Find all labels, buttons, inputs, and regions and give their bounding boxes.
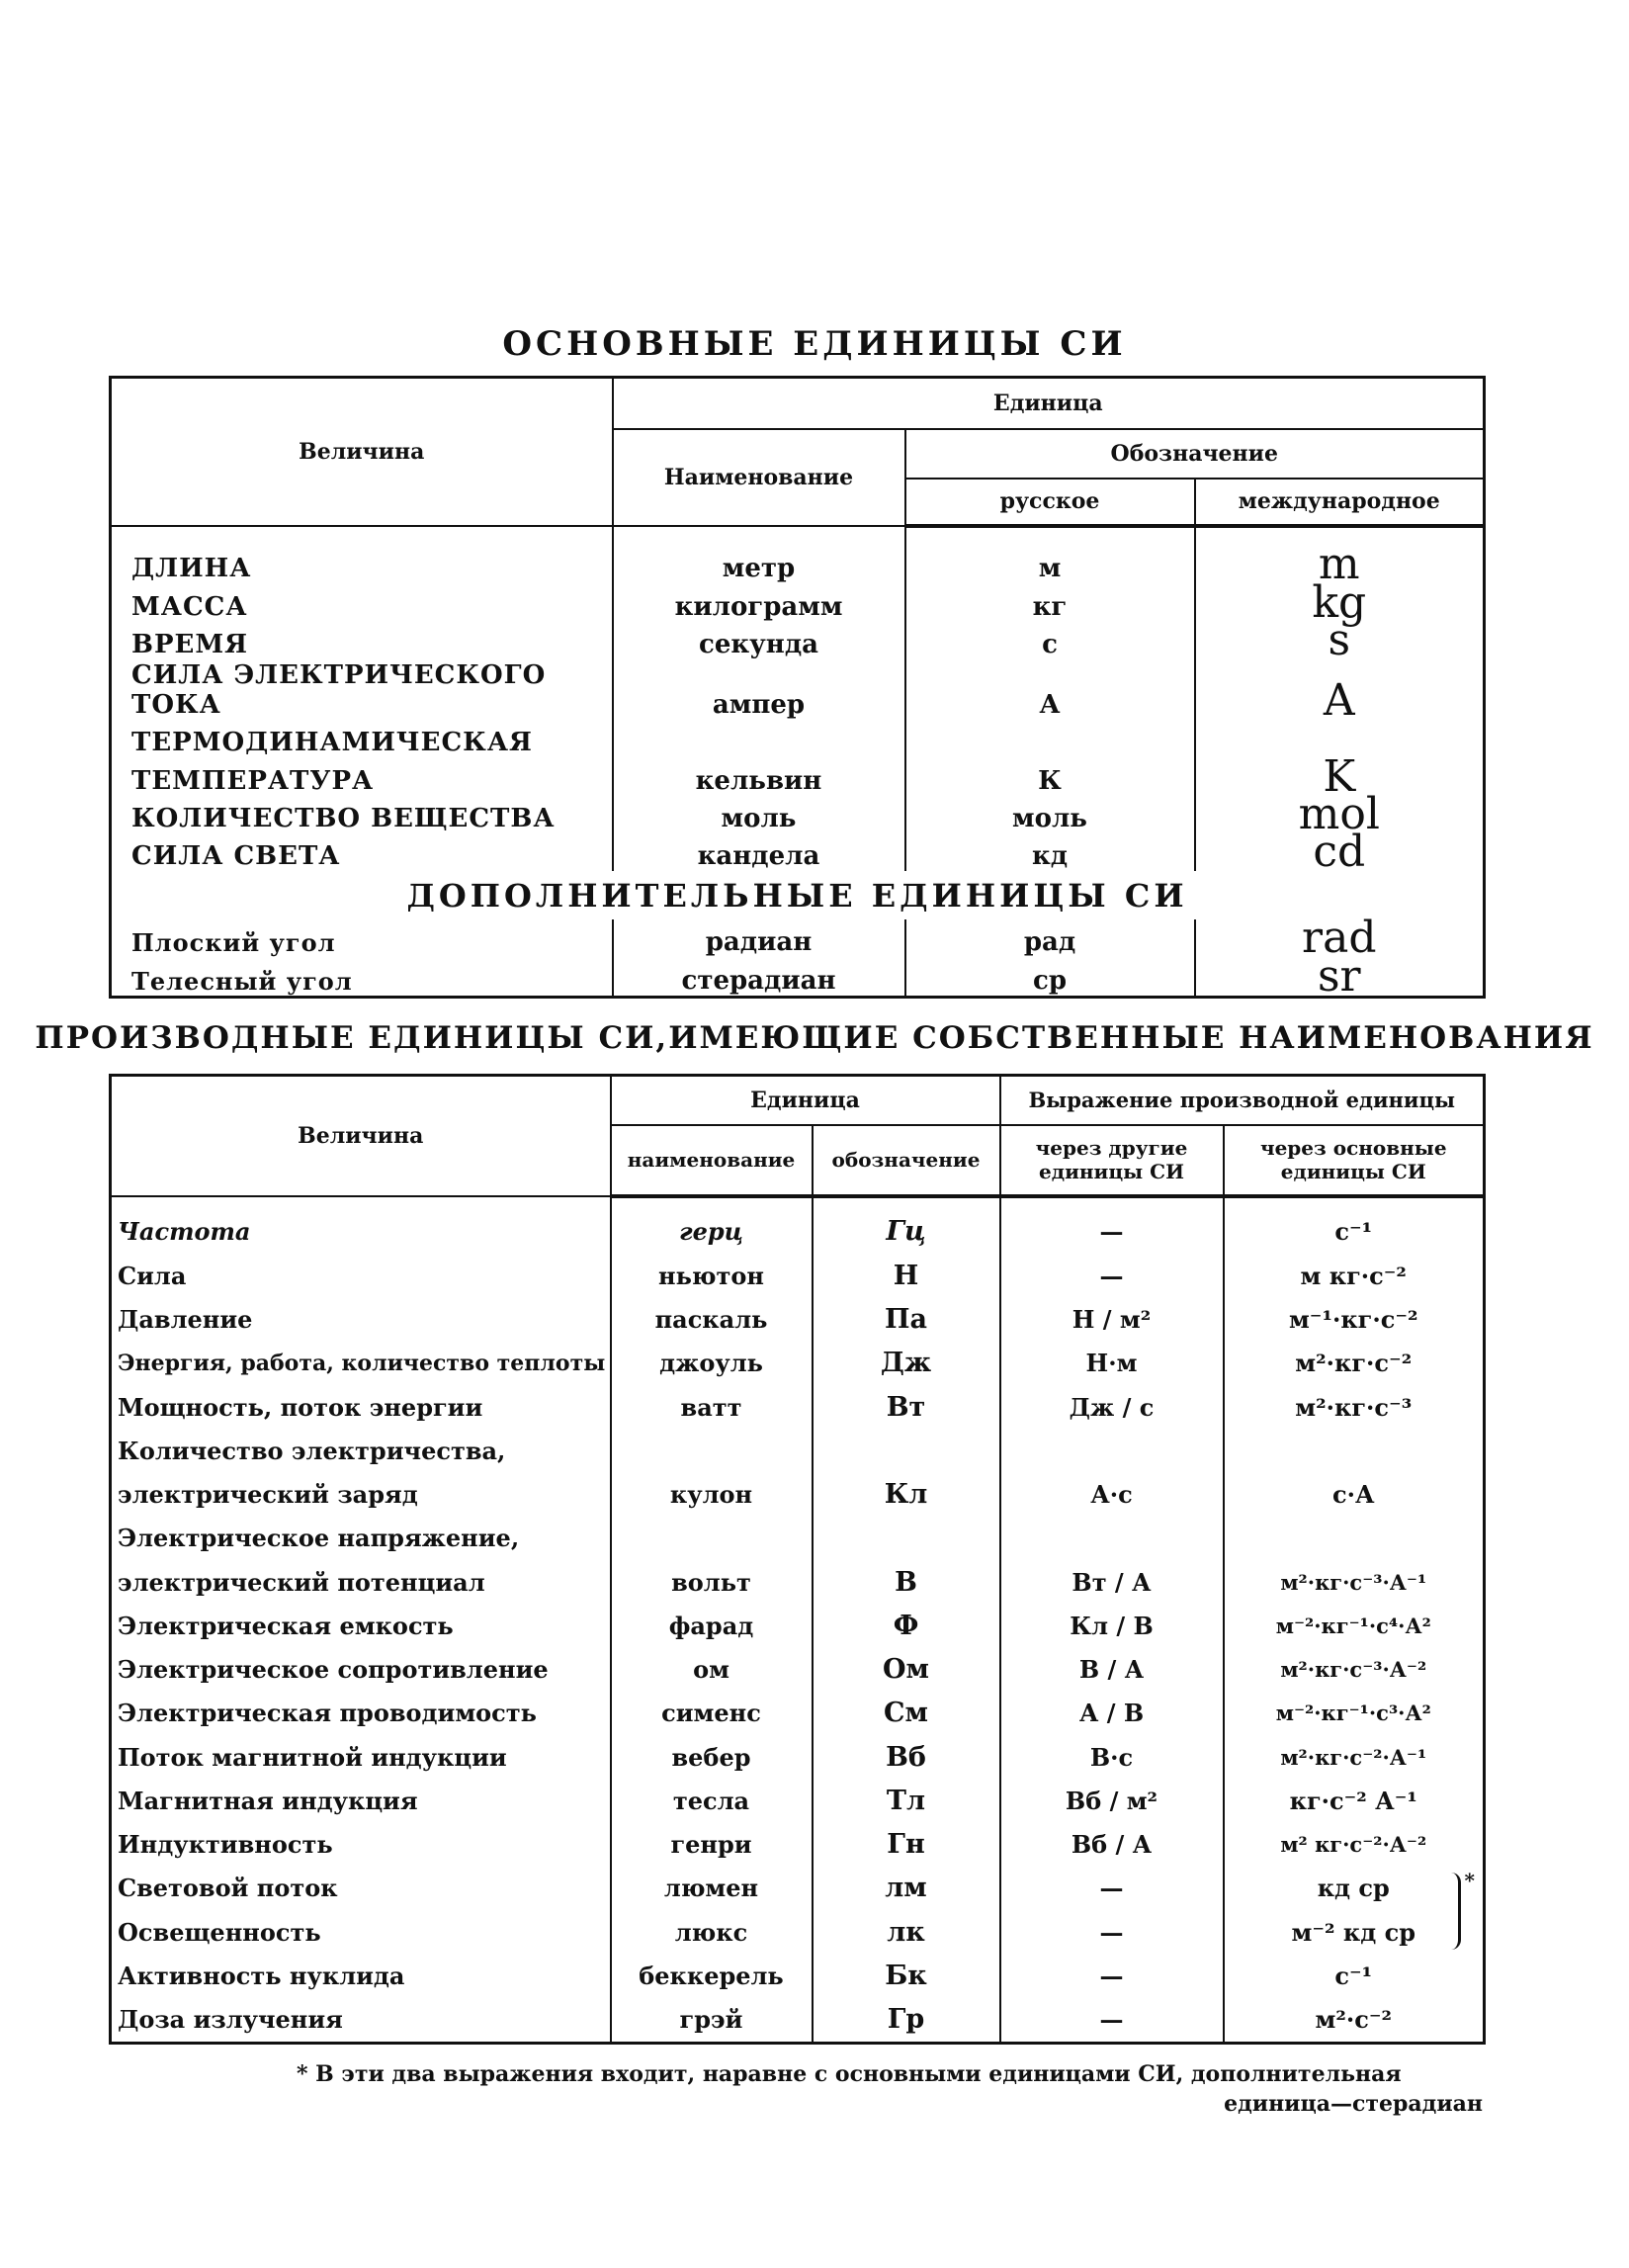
base-units-title: ОСНОВНЫЕ ЕДИНИЦЫ СИ <box>502 324 1127 364</box>
via-other-cell: — <box>1000 1196 1224 1255</box>
via-base-cell: м²·кг·с⁻² <box>1224 1342 1485 1385</box>
table-row <box>111 757 1485 795</box>
unit-symbol-cell: В <box>813 1560 1000 1604</box>
via-other-cell: Н / м² <box>1000 1297 1224 1341</box>
quantity-cell: ДЛИНА <box>111 526 613 584</box>
quantity-cell: Доза излучения <box>111 1997 611 2043</box>
unit-name-cell: герц <box>611 1196 813 1255</box>
ru-symbol-cell: К <box>905 757 1195 795</box>
via-base-cell <box>1224 1429 1485 1472</box>
header-name: наименование <box>611 1125 813 1196</box>
table-row <box>111 659 1485 720</box>
unit-name-cell: кулон <box>611 1472 813 1516</box>
table-row <box>111 1779 1485 1822</box>
via-base-cell: с⁻¹ <box>1224 1954 1485 1997</box>
header-quantity: Величина <box>111 1076 611 1196</box>
quantity-cell: Поток магнитной индукции <box>111 1735 611 1779</box>
ru-symbol-cell: моль <box>905 796 1195 833</box>
unit-symbol-cell: Н <box>813 1254 1000 1297</box>
unit-symbol-cell: лк <box>813 1910 1000 1954</box>
via-base-cell: с⁻¹ <box>1224 1196 1485 1255</box>
header-russian: русское <box>905 479 1195 526</box>
footnote-line-2: единица—стерадиан <box>1224 2091 1483 2117</box>
quantity-cell: ТЕРМОДИНАМИЧЕСКАЯ <box>111 720 613 757</box>
unit-name-cell: ньютон <box>611 1254 813 1297</box>
via-base-cell: м²·с⁻² <box>1224 1997 1485 2043</box>
via-base-cell: м кг·с⁻² <box>1224 1254 1485 1297</box>
header-name: Наименование <box>613 429 905 526</box>
ru-symbol-cell: кд <box>905 833 1195 871</box>
quantity-cell: Энергия, работа, количество теплоты <box>111 1342 611 1385</box>
unit-name-cell: вольт <box>611 1560 813 1604</box>
quantity-cell: Электрическая проводимость <box>111 1692 611 1735</box>
quantity-cell: Электрическое напряжение, <box>111 1517 611 1560</box>
unit-symbol-cell: Гр <box>813 1997 1000 2043</box>
derived-units-table <box>109 1074 1486 2045</box>
footnote <box>297 2059 1483 2119</box>
unit-name-cell: ампер <box>613 659 905 720</box>
table-row <box>111 796 1485 833</box>
table-row <box>111 1997 1485 2043</box>
unit-name-cell: радиан <box>613 919 905 957</box>
unit-symbol-cell: Па <box>813 1297 1000 1341</box>
table-row <box>111 1822 1485 1866</box>
unit-symbol-cell: Кл <box>813 1472 1000 1516</box>
quantity-cell: СИЛА ЭЛЕКТРИЧЕСКОГО ТОКА <box>111 659 613 720</box>
via-base-cell: м²·кг·с⁻³ <box>1224 1385 1485 1429</box>
unit-name-cell: кандела <box>613 833 905 871</box>
via-other-cell: А·с <box>1000 1472 1224 1516</box>
intl-symbol-cell: kg <box>1195 583 1485 621</box>
table-row <box>111 957 1485 997</box>
via-base-cell <box>1224 1867 1485 1910</box>
table-row <box>111 1472 1485 1516</box>
table-row <box>111 1647 1485 1691</box>
ru-symbol-cell <box>905 720 1195 757</box>
quantity-cell: СИЛА СВЕТА <box>111 833 613 871</box>
quantity-cell: Частота <box>111 1196 611 1255</box>
ru-symbol-cell: кг <box>905 583 1195 621</box>
ru-symbol-cell: м <box>905 526 1195 584</box>
via-other-cell: — <box>1000 1867 1224 1910</box>
unit-symbol-cell: Тл <box>813 1779 1000 1822</box>
unit-name-cell: беккерель <box>611 1954 813 1997</box>
quantity-cell: Сила <box>111 1254 611 1297</box>
via-base-text: кд ср <box>1317 1874 1390 1903</box>
table-row <box>111 1735 1485 1779</box>
unit-name-cell <box>613 720 905 757</box>
unit-name-cell: метр <box>613 526 905 584</box>
supplementary-units-title: ДОПОЛНИТЕЛЬНЫЕ ЕДИНИЦЫ СИ <box>406 876 1188 915</box>
table-row <box>111 1954 1485 1997</box>
table-row <box>111 1867 1485 1910</box>
via-base-cell: м² кг·с⁻²·А⁻² <box>1224 1822 1485 1866</box>
unit-symbol-cell: Бк <box>813 1954 1000 1997</box>
via-base-cell: м⁻¹·кг·с⁻² <box>1224 1297 1485 1341</box>
quantity-cell: электрический заряд <box>111 1472 611 1516</box>
via-other-cell: Дж / с <box>1000 1385 1224 1429</box>
intl-symbol-cell: mol <box>1195 796 1485 833</box>
unit-name-cell: фарад <box>611 1604 813 1647</box>
quantity-cell: Активность нуклида <box>111 1954 611 1997</box>
quantity-cell: Давление <box>111 1297 611 1341</box>
quantity-cell: Мощность, поток энергии <box>111 1385 611 1429</box>
via-base-cell: кг·с⁻² А⁻¹ <box>1224 1779 1485 1822</box>
header-via-base: через основные единицы СИ <box>1224 1125 1485 1196</box>
intl-symbol-cell: cd <box>1195 833 1485 871</box>
base-units-table <box>109 376 1486 1002</box>
via-base-cell: м²·кг·с⁻²·А⁻¹ <box>1224 1735 1485 1779</box>
unit-symbol-cell: См <box>813 1692 1000 1735</box>
table-row <box>111 1429 1485 1472</box>
unit-symbol-cell: лм <box>813 1867 1000 1910</box>
quantity-cell: КОЛИЧЕСТВО ВЕЩЕСТВА <box>111 796 613 833</box>
via-other-cell <box>1000 1517 1224 1560</box>
footnote-star: * <box>1464 1868 1475 1892</box>
via-other-cell: Кл / В <box>1000 1604 1224 1647</box>
unit-name-cell: ватт <box>611 1385 813 1429</box>
via-base-cell: м²·кг·с⁻³·А⁻¹ <box>1224 1560 1485 1604</box>
via-base-cell: м⁻² кд ср <box>1224 1910 1485 1954</box>
unit-symbol-cell <box>813 1429 1000 1472</box>
unit-symbol-cell: Вт <box>813 1385 1000 1429</box>
via-other-cell: А / В <box>1000 1692 1224 1735</box>
quantity-cell: Магнитная индукция <box>111 1779 611 1822</box>
via-other-cell: — <box>1000 1997 1224 2043</box>
unit-name-cell: грэй <box>611 1997 813 2043</box>
header-unit: Единица <box>611 1076 1000 1125</box>
via-other-cell: Вб / А <box>1000 1822 1224 1866</box>
table-row <box>111 720 1485 757</box>
quantity-cell: Плоский угол <box>111 919 613 957</box>
quantity-cell: Индуктивность <box>111 1822 611 1866</box>
quantity-cell: МАССА <box>111 583 613 621</box>
table-row <box>111 1297 1485 1341</box>
table-row <box>111 526 1485 584</box>
quantity-cell: Световой поток <box>111 1867 611 1910</box>
quantity-cell: ТЕМПЕРАТУРА <box>111 757 613 795</box>
intl-symbol-cell: rad <box>1195 919 1485 957</box>
quantity-cell: Электрическая емкость <box>111 1604 611 1647</box>
unit-name-cell: ом <box>611 1647 813 1691</box>
quantity-cell: электрический потенциал <box>111 1560 611 1604</box>
unit-name-cell <box>611 1517 813 1560</box>
derived-units-title: ПРОИЗВОДНЫЕ ЕДИНИЦЫ СИ,ИМЕЮЩИЕ СОБСТВЕННЫЕ НАИМЕНОВАНИЯ <box>35 1020 1594 1056</box>
quantity-cell: Электрическое сопротивление <box>111 1647 611 1691</box>
supplementary-title-row <box>111 871 1485 919</box>
header-international: международное <box>1195 479 1485 526</box>
unit-name-cell: килограмм <box>613 583 905 621</box>
footnote-line-1: * В эти два выражения входит, наравне с основными единицами СИ, дополнительная <box>297 2061 1402 2087</box>
unit-symbol-cell: Вб <box>813 1735 1000 1779</box>
unit-symbol-cell <box>813 1517 1000 1560</box>
unit-name-cell: генри <box>611 1822 813 1866</box>
header-designation: Обозначение <box>905 429 1485 479</box>
intl-symbol-cell: K <box>1195 757 1485 795</box>
unit-name-cell: тесла <box>611 1779 813 1822</box>
brace-icon <box>1442 1873 1461 1950</box>
via-base-cell: м⁻²·кг⁻¹·с³·А² <box>1224 1692 1485 1735</box>
quantity-cell: Количество электричества, <box>111 1429 611 1472</box>
header-designation: обозначение <box>813 1125 1000 1196</box>
table-row <box>111 1196 1485 1255</box>
quantity-cell: ВРЕМЯ <box>111 622 613 659</box>
table-row <box>111 919 1485 957</box>
intl-symbol-cell: m <box>1195 526 1485 584</box>
via-base-cell: м⁻²·кг⁻¹·с⁴·А² <box>1224 1604 1485 1647</box>
via-other-cell: — <box>1000 1910 1224 1954</box>
unit-name-cell: стерадиан <box>613 957 905 997</box>
unit-name-cell <box>611 1429 813 1472</box>
via-other-cell: Вт / А <box>1000 1560 1224 1604</box>
table-row <box>111 583 1485 621</box>
via-other-cell: Вб / м² <box>1000 1779 1224 1822</box>
table-row <box>111 1692 1485 1735</box>
table-row <box>111 1604 1485 1647</box>
quantity-cell: Освещенность <box>111 1910 611 1954</box>
header-expression: Выражение производной единицы <box>1000 1076 1485 1125</box>
via-base-cell: с·А <box>1224 1472 1485 1516</box>
via-other-cell: — <box>1000 1254 1224 1297</box>
unit-symbol-cell: Ф <box>813 1604 1000 1647</box>
table-row <box>111 1342 1485 1385</box>
unit-name-cell: моль <box>613 796 905 833</box>
intl-symbol-cell: A <box>1195 659 1485 720</box>
intl-symbol-cell: s <box>1195 622 1485 659</box>
table-row <box>111 1560 1485 1604</box>
via-other-cell: — <box>1000 1954 1224 1997</box>
via-base-cell: м²·кг·с⁻³·А⁻² <box>1224 1647 1485 1691</box>
unit-symbol-cell: Ом <box>813 1647 1000 1691</box>
unit-symbol-cell: Гц <box>813 1196 1000 1255</box>
header-quantity: Величина <box>111 378 613 526</box>
table-row <box>111 1517 1485 1560</box>
table-row <box>111 1385 1485 1429</box>
via-other-cell: В / А <box>1000 1647 1224 1691</box>
header-via-other: через другие единицы СИ <box>1000 1125 1224 1196</box>
unit-symbol-cell: Гн <box>813 1822 1000 1866</box>
table-row <box>111 1254 1485 1297</box>
unit-name-cell: люкс <box>611 1910 813 1954</box>
via-other-cell: В·с <box>1000 1735 1224 1779</box>
unit-name-cell: секунда <box>613 622 905 659</box>
header-unit: Единица <box>613 378 1485 429</box>
via-other-cell: Н·м <box>1000 1342 1224 1385</box>
ru-symbol-cell: рад <box>905 919 1195 957</box>
table-row <box>111 622 1485 659</box>
intl-symbol-cell: sr <box>1195 957 1485 997</box>
unit-name-cell: сименс <box>611 1692 813 1735</box>
unit-symbol-cell: Дж <box>813 1342 1000 1385</box>
ru-symbol-cell: А <box>905 659 1195 720</box>
table-row <box>111 833 1485 871</box>
via-base-cell <box>1224 1517 1485 1560</box>
unit-name-cell: люмен <box>611 1867 813 1910</box>
unit-name-cell: паскаль <box>611 1297 813 1341</box>
ru-symbol-cell: с <box>905 622 1195 659</box>
ru-symbol-cell: ср <box>905 957 1195 997</box>
quantity-cell: Телесный угол <box>111 957 613 997</box>
unit-name-cell: кельвин <box>613 757 905 795</box>
table-row <box>111 1910 1485 1954</box>
unit-name-cell: джоуль <box>611 1342 813 1385</box>
unit-name-cell: вебер <box>611 1735 813 1779</box>
via-other-cell <box>1000 1429 1224 1472</box>
